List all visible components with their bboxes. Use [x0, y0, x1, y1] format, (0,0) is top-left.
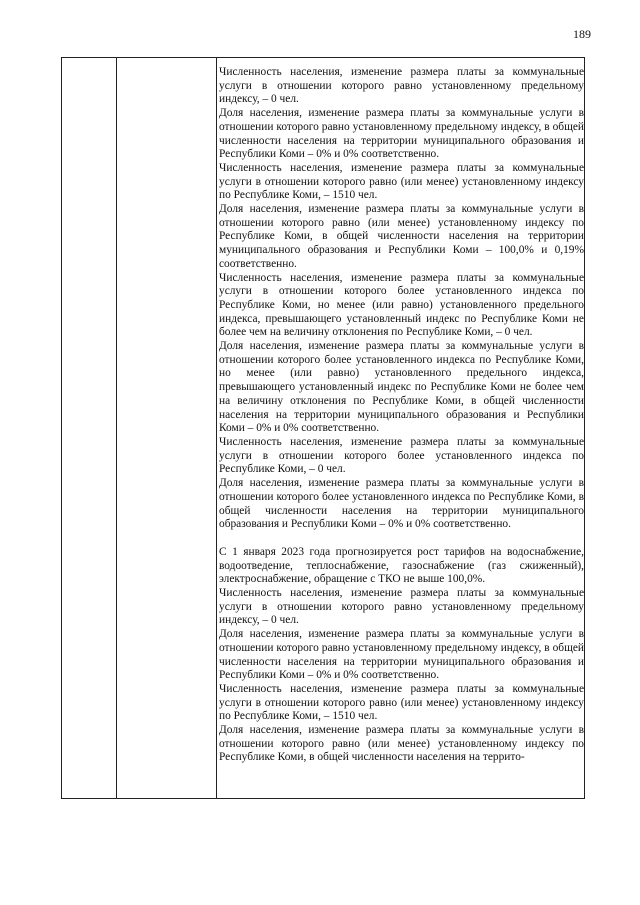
paragraph: Численность населения, изменение размера платы за коммунальные услуги в отношении которого более установленного индекса по Республике Коми, – 0 чел.	[219, 435, 584, 476]
paragraph: Доля населения, изменение размера платы за коммунальные услуги в отношении которого равно установленному предельному индексу, в общей численности населения на территории муниципального образования и Республики Коми – 0% и 0% соответственно.	[219, 628, 584, 682]
paragraph: Численность населения, изменение размера платы за коммунальные услуги в отношении которого равно (или менее) установленному индексу по Республике Коми, – 1510 чел.	[219, 682, 584, 723]
paragraph: Доля населения, изменение размера платы за коммунальные услуги в отношении которого равно установленному предельному индексу, в общей численности населения на территории муниципального образования и Республики Коми – 0% и 0% соответственно.	[219, 107, 584, 161]
paragraph: Доля населения, изменение размера платы за коммунальные услуги в отношении которого равно (или менее) установленному индексу по Республике Коми, в общей численности населения на территории муниципального образования и Республики Коми – 100,0% и 0,19% соответственно.	[219, 203, 584, 270]
paragraph: Доля населения, изменение размера платы за коммунальные услуги в отношении которого равно (или менее) установленному индексу по Республике Коми, в общей численности населения на террито-	[219, 724, 584, 764]
column-divider-1	[116, 58, 117, 798]
document-table	[61, 57, 585, 799]
paragraph: Численность населения, изменение размера платы за коммунальные услуги в отношении которого равно установленному предельному индексу, – 0 чел.	[219, 587, 584, 627]
paragraph: Доля населения, изменение размера платы за коммунальные услуги в отношении которого более установленного индекса по Республике Коми, в общей численности населения на территории муниципального образования и Республики Коми – 0% и 0% соответственно.	[219, 477, 584, 531]
paragraph: С 1 января 2023 года прогнозируется рост тарифов на водоснабжение, водоотведение, теплоснабжение, газоснабжение (газ сжиженный), электроснабжение, обращение с ТКО не выше 100,0%.	[219, 545, 584, 586]
column-divider-2	[216, 58, 217, 798]
paragraph: Численность населения, изменение размера платы за коммунальные услуги в отношении которого равно установленному предельному индексу, – 0 чел.	[219, 66, 584, 106]
table-cell-text	[219, 66, 584, 765]
paragraph: Численность населения, изменение размера платы за коммунальные услуги в отношении которого более установленного индекса по Республике Коми, но менее (или равно) установленного предельного индекса, превышающего установленный индекс по Республике Коми не более чем на величину отклонения по Республике Коми, – 0 чел.	[219, 271, 584, 339]
paragraph: Доля населения, изменение размера платы за коммунальные услуги в отношении которого более установленного индекса по Республике Коми, но менее (или равно) установленного предельного индекса, превышающего установленный индекс по Республике Коми не более чем на величину отклонения по Республике Коми, в общей численности населения на территории муниципального образования и Республики Коми – 0% и 0% соответственно.	[219, 340, 584, 435]
paragraph: Численность населения, изменение размера платы за коммунальные услуги в отношении которого равно (или менее) установленному индексу по Республике Коми, – 1510 чел.	[219, 161, 584, 202]
page-number: 189	[573, 27, 591, 41]
